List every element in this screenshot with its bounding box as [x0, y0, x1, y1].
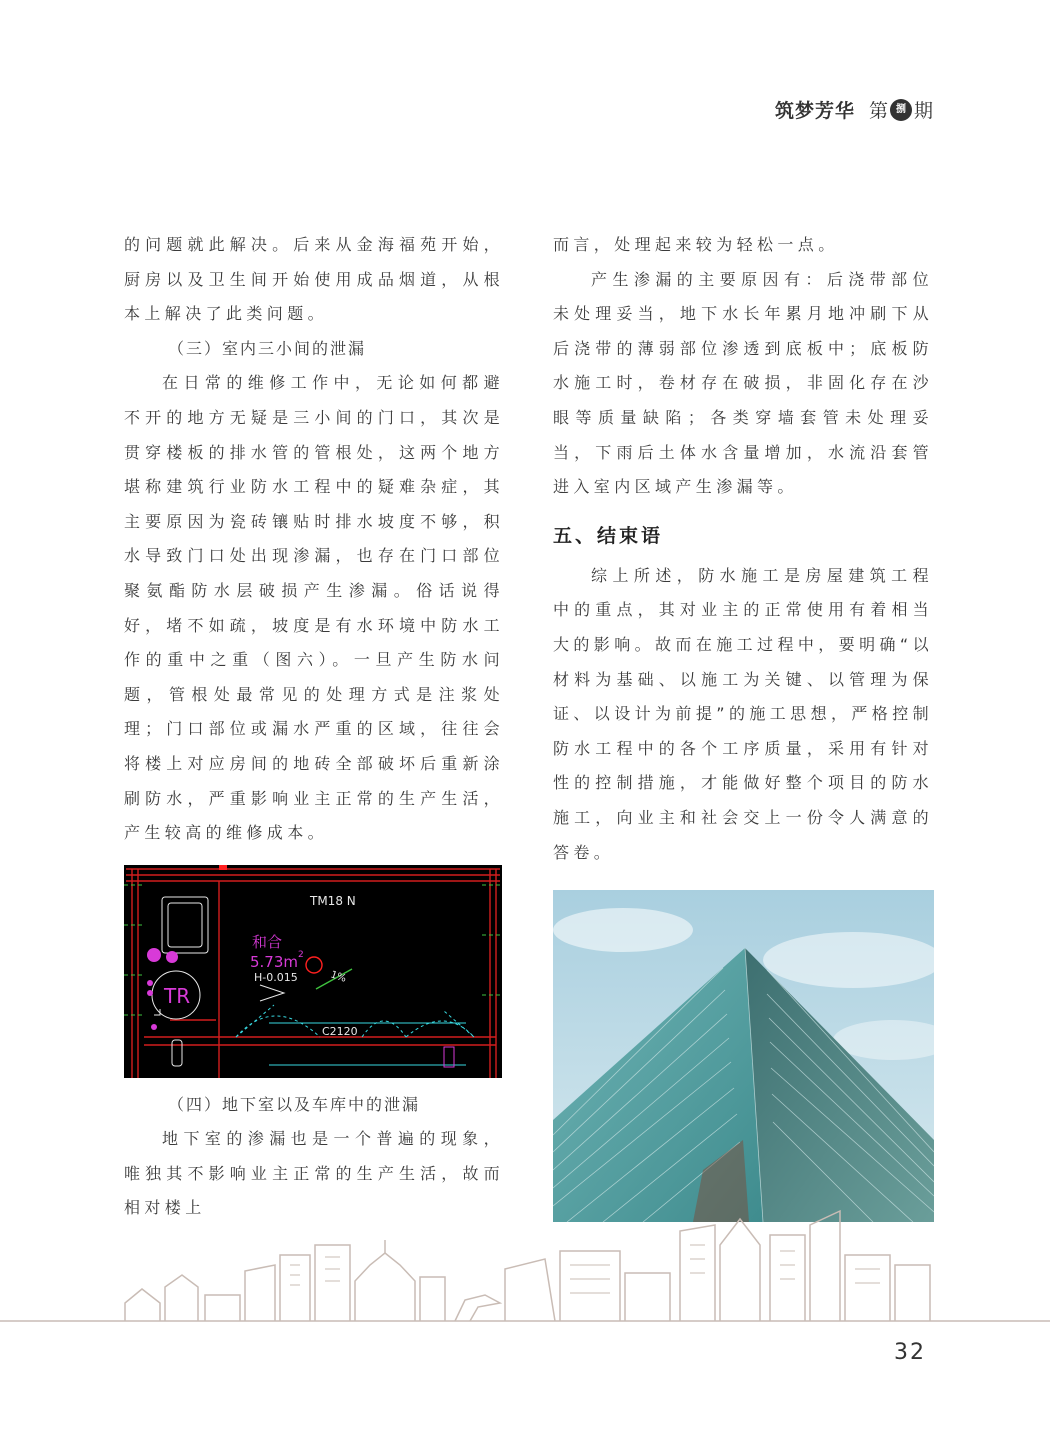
left-column — [124, 228, 504, 1226]
paragraph: 地下室的渗漏也是一个普遍的现象，唯独其不影响业主正常的生产生活，故而相对楼上 — [124, 1129, 504, 1218]
issue-suffix: 期 — [913, 100, 933, 122]
paragraph: 综上所述，防水施工是房屋建筑工程中的重点，其对业主的正常使用有着相当大的影响。故而在施工过程中，要明确“以材料为基础、以施工为关键、以管理为保证、以设计为前提”的施工思想，严格控制防水工程中的各个工序质量，采用有针对性的控制措施，才能做好整个项目的防水施工，向业主和社会交上一份令人满意的答卷。 — [553, 565, 933, 862]
issue-number-badge: 捌 — [890, 99, 912, 121]
skyscraper-photo — [553, 890, 934, 1222]
svg-text:TR: TR — [164, 983, 191, 1008]
cad-room-name: 和合 — [252, 932, 283, 951]
page-number: 32 — [894, 1340, 926, 1365]
paragraph: 的问题就此解决。后来从金海福苑开始，厨房以及卫生间开始使用成品烟道，从根本上解决了此类问题。 — [124, 235, 504, 324]
cad-window-tag: C2120 — [322, 1024, 358, 1038]
cad-slope: 1% — [329, 969, 348, 985]
section-heading: 五、结束语 — [553, 524, 664, 547]
cad-floor-plan-figure — [124, 865, 502, 1078]
paragraph: 在日常的维修工作中，无论如何都避不开的地方无疑是三小间的门口，其次是贯穿楼板的排水管的管根处，这两个地方堪称建筑行业防水工程中的疑难杂症，其主要原因为瓷砖镶贴时排水坡度不够，积水导致门口处出现渗漏，也存在门口部位聚氨酯防水层破损产生渗漏。俗话说得好，堵不如疏，坡度是有水环境中防水工作的重中之重（图六）。一旦产生防水问题，管根处最常见的处理方式是注浆处理；门口部位或漏水严重的区域，往往会将楼上对应房间的地砖全部破坏后重新涂刷防水，严重影响业主正常的生产生活，产生较高的维修成本。 — [124, 373, 504, 843]
running-header — [775, 96, 933, 123]
paragraph: 而言，处理起来较为轻松一点。 — [553, 235, 839, 254]
subheading: （三）室内三小间的泄漏 — [168, 338, 367, 358]
cad-elevation: H-0.015 — [254, 970, 298, 984]
cad-area: 5.73m — [250, 952, 299, 971]
city-skyline-decoration — [0, 1195, 1050, 1325]
cad-area-unit: 2 — [298, 949, 304, 960]
paragraph: 产生渗漏的主要原因有：后浇带部位未处理妥当，地下水长年累月地冲刷下从后浇带的薄弱部位渗透到底板中；底板防水施工时，卷材存在破损，非固化存在沙眼等质量缺陷；各类穿墙套管未处理妥当，下雨后土体水含量增加，水流沿套管进入室内区域产生渗漏等。 — [553, 269, 933, 497]
right-column — [553, 228, 933, 1222]
issue-prefix: 第 — [868, 100, 888, 122]
cad-label-top: TM18 N — [310, 893, 356, 908]
magazine-title: 筑梦芳华 — [774, 100, 855, 122]
subheading: （四）地下室以及车库中的泄漏 — [168, 1094, 421, 1114]
